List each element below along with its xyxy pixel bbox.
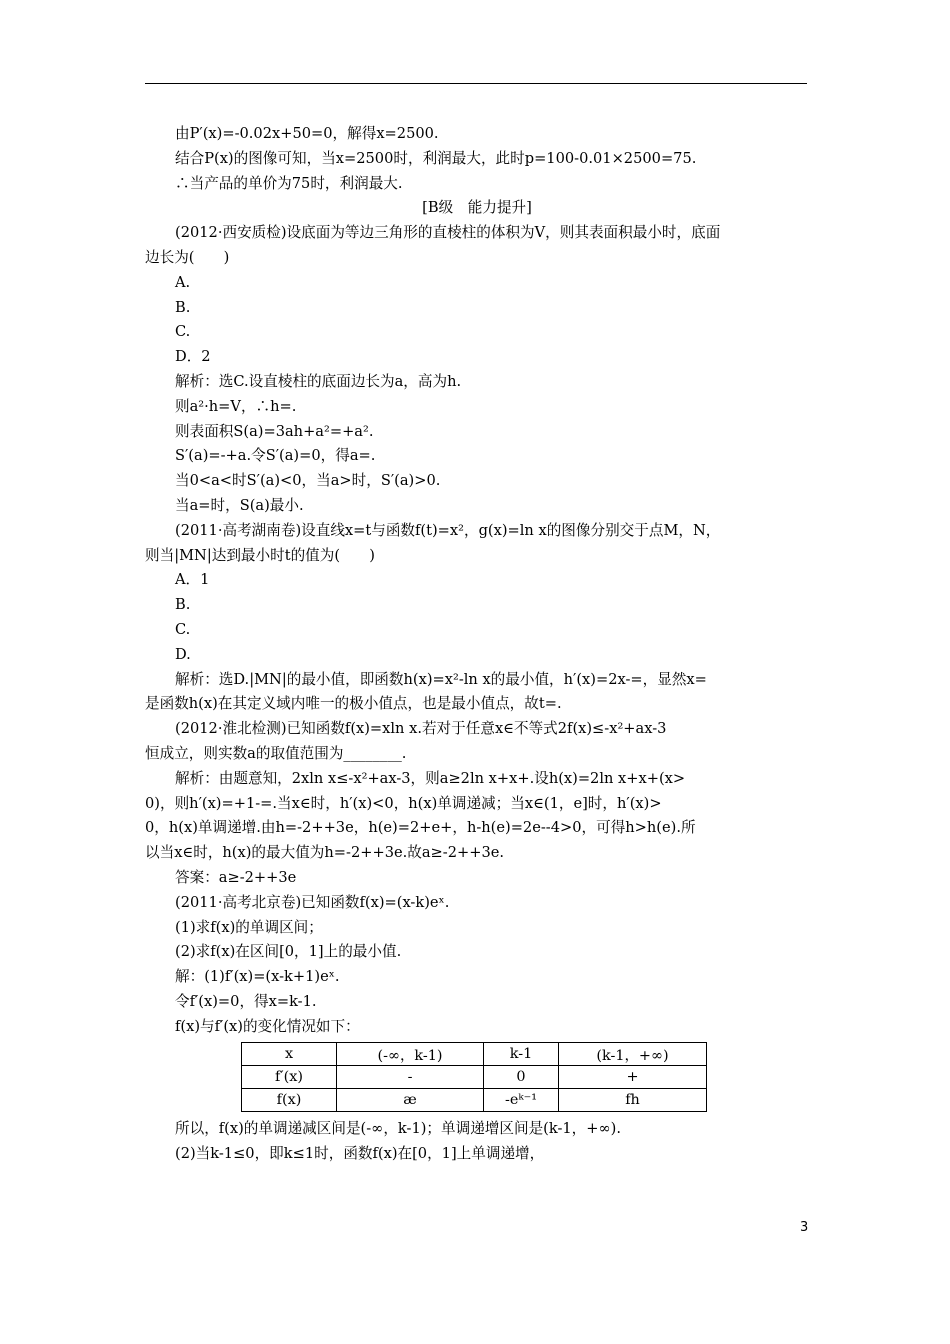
solution-line: 解析：由题意知，2xln x≤-x²+ax-3，则a≥2ln x+x+.设h(x)=2ln x+x+(x>: [175, 769, 686, 787]
table-cell: k-1: [484, 1043, 559, 1066]
text-line: 结合P(x)的图像可知，当x=2500时，利润最大，此时p=100-0.01×2500=75.: [175, 149, 697, 167]
option-b: B.: [175, 596, 191, 614]
solution-line: f(x)与f′(x)的变化情况如下：: [175, 1017, 360, 1035]
solution-line: 0，h(x)单调递增.由h=-2++3e，h(e)=2+e+，h-h(e)=2e--4>0，可得h>h(e).所: [145, 819, 696, 837]
solution-line: 当0<a<时S′(a)<0，当a>时，S′(a)>0.: [175, 472, 441, 490]
question-line: (2012·西安质检)设底面为等边三角形的直棱柱的体积为V，则其表面积最小时，底面: [175, 224, 721, 242]
table-cell: fh: [559, 1089, 707, 1112]
table-cell: (k-1，+∞): [559, 1043, 707, 1066]
solution-line: 解析：选C.设直棱柱的底面边长为a，高为h.: [175, 372, 462, 390]
page-number: 3: [800, 1220, 809, 1235]
solution-line: 令f′(x)=0，得x=k-1.: [175, 992, 317, 1010]
question-line: 边长为( ): [145, 248, 230, 266]
option-d: D.: [175, 645, 191, 663]
solution-line: 0)，则h′(x)=+1-=.当x∈时，h′(x)<0，h(x)单调递减；当x∈(1，e]时，h′(x)>: [145, 794, 662, 812]
page-body: [145, 122, 809, 1167]
question-line: 恒成立，则实数a的取值范围为________.: [145, 744, 407, 762]
table-header-row: [242, 1043, 707, 1066]
solution-line: 则a²·h=V，∴h=.: [175, 397, 297, 415]
table-cell: +: [559, 1066, 707, 1089]
question-line: (2012·淮北检测)已知函数f(x)=xln x.若对于任意x∈不等式2f(x)≤-x²+ax-3: [175, 720, 667, 738]
solution-line: 解析：选D.|MN|的最小值，即函数h(x)=x²-ln x的最小值，h′(x)=2x-=，显然x=: [175, 670, 707, 688]
table-cell: x: [242, 1043, 337, 1066]
table-cell: f(x): [242, 1089, 337, 1112]
table-cell: (-∞，k-1): [337, 1043, 484, 1066]
solution-line: 是函数h(x)在其定义域内唯一的极小值点，也是最小值点，故t=.: [145, 695, 562, 713]
solution-line: 解：(1)f′(x)=(x-k+1)eˣ.: [175, 968, 340, 986]
table-row: [242, 1089, 707, 1112]
option-c: C.: [175, 620, 191, 638]
question-line: (2)求f(x)在区间[0，1]上的最小值.: [175, 943, 402, 961]
solution-line: 则表面积S(a)=3ah+a²=+a².: [175, 422, 374, 440]
answer-line: 答案：a≥-2++3e: [175, 868, 297, 886]
option-d: D．2: [175, 348, 211, 366]
variation-table: [241, 1042, 707, 1112]
option-a: A.: [175, 273, 191, 291]
question-line: 则当|MN|达到最小时t的值为( ): [145, 546, 375, 564]
text-line: 由P′(x)=-0.02x+50=0，解得x=2500.: [175, 125, 439, 142]
table-cell: æ: [337, 1089, 484, 1112]
question-line: (2011·高考湖南卷)设直线x=t与函数f(t)=x²，g(x)=ln x的图像分别交于点M，N，: [175, 521, 721, 539]
table-row: [242, 1066, 707, 1089]
table-cell: -eᵏ⁻¹: [484, 1089, 559, 1112]
text-line: 所以，f(x)的单调递减区间是(-∞，k-1)；单调递增区间是(k-1，+∞).: [175, 1120, 621, 1138]
text-line: ∴当产品的单价为75时，利润最大.: [175, 174, 403, 192]
table-cell: f′(x): [242, 1066, 337, 1089]
solution-line: S′(a)=-+a.令S′(a)=0，得a=.: [175, 447, 376, 465]
variation-table-wrap: [145, 1042, 809, 1114]
question-line: (2011·高考北京卷)已知函数f(x)=(x-k)eˣ.: [175, 893, 450, 911]
section-heading: [B级 能力提升]: [422, 199, 532, 217]
question-line: (1)求f(x)的单调区间；: [175, 918, 323, 936]
table-cell: -: [337, 1066, 484, 1089]
option-a: A．1: [175, 571, 210, 589]
solution-line: 以当x∈时，h(x)的最大值为h=-2++3e.故a≥-2++3e.: [145, 844, 505, 862]
table-cell: 0: [484, 1066, 559, 1089]
option-c: C.: [175, 323, 191, 341]
text-line: (2)当k-1≤0，即k≤1时，函数f(x)在[0，1]上单调递增，: [175, 1145, 545, 1163]
header-rule: [145, 83, 807, 84]
option-b: B.: [175, 298, 191, 316]
solution-line: 当a=时，S(a)最小.: [175, 496, 304, 514]
